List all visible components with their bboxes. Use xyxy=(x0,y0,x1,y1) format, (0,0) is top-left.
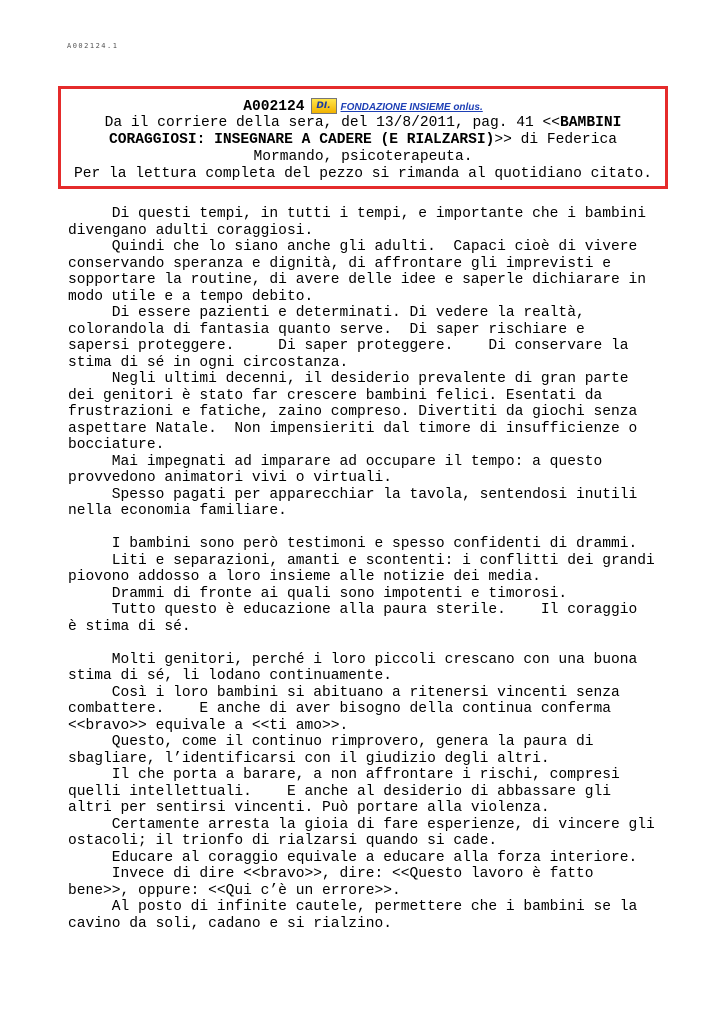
body-line: Molti genitori, perché i loro piccoli crescano con una buona xyxy=(68,651,638,668)
logo-text: DI. xyxy=(316,101,331,111)
body-line: colorandola di fantasia quanto serve. Di saper rischiare e xyxy=(68,321,585,338)
body-line: Al posto di infinite cautele, permettere che i bambini se la xyxy=(68,899,638,915)
body-line xyxy=(68,635,688,652)
body-line: Liti e separazioni, amanti e scontenti: i conflitti dei grandi xyxy=(68,552,655,569)
body-line xyxy=(68,520,688,537)
body-line: è stima di sé. xyxy=(68,618,191,635)
body-line: aspettare Natale. Non impensieriti dal timore di insufficienze o xyxy=(68,420,638,437)
body-line: quelli intellettuali. E anche al desiderio di abbassare gli xyxy=(68,783,611,800)
body-line: stima di sé, li lodano continuamente. xyxy=(68,668,393,684)
body-line: frustrazioni e fatiche, zaino compreso. Divertiti da giochi senza xyxy=(68,404,638,420)
article-title-part2: CORAGGIOSI: INSEGNARE A CADERE (E RIALZARSI) xyxy=(109,132,495,148)
document-id: A002124 xyxy=(243,99,305,115)
body-line: provvedono animatori vivi o virtuali. xyxy=(68,470,393,486)
article-header-box xyxy=(58,86,668,189)
body-line: divengano adulti coraggiosi. xyxy=(68,222,314,239)
body-line: stima di sé in ogni circostanza. xyxy=(68,354,349,371)
foundation-logo-icon xyxy=(311,98,337,114)
body-line: ostacoli; il trionfo di rialzarsi quando si cade. xyxy=(68,833,498,849)
body-line: Così i loro bambini si abituano a ritenersi vincenti senza xyxy=(68,684,620,701)
body-line: altri per sentirsi vincenti. Può portare alla violenza. xyxy=(68,800,550,816)
body-line: Drammi di fronte ai quali sono impotenti e timorosi. xyxy=(68,585,568,602)
body-line: piovono addosso a loro insieme alle notizie dei media. xyxy=(68,569,541,585)
body-line: combattere. E anche di aver bisogno della continua conferma xyxy=(68,701,611,717)
body-line: Mai impegnati ad imparare ad occupare il tempo: a questo xyxy=(68,453,603,470)
document-code: A002124.1 xyxy=(67,42,119,50)
header-title-line xyxy=(61,98,665,116)
body-line: Questo, come il continuo rimprovero, genera la paura di xyxy=(68,734,594,750)
header-source-line xyxy=(61,115,665,132)
body-line: modo utile e a tempo debito. xyxy=(68,288,314,305)
header-author-line: Mormando, psicoterapeuta. xyxy=(253,149,473,165)
body-line: sapersi proteggere. Di saper proteggere. Di conservare la xyxy=(68,338,629,354)
header-note-line: Per la lettura completa del pezzo si rimanda al quotidiano citato. xyxy=(73,166,652,182)
body-line: Il che porta a barare, a non affrontare i rischi, compresi xyxy=(68,767,620,783)
body-line: Di questi tempi, in tutti i tempi, e importante che i bambini xyxy=(68,206,647,222)
body-line: Spesso pagati per apparecchiar la tavola, sentendosi inutili xyxy=(68,486,638,503)
article-body xyxy=(68,206,688,932)
body-line: cavino da soli, cadano e si rialzino. xyxy=(68,915,393,932)
body-line: <<bravo>> equivale a <<ti amo>>. xyxy=(68,717,349,734)
body-line: Certamente arresta la gioia di fare esperienze, di vincere gli xyxy=(68,816,655,833)
body-line: bocciature. xyxy=(68,437,165,453)
body-line: nella economia familiare. xyxy=(68,503,287,519)
body-line: sbagliare, l’identificarsi con il giudizio degli altri. xyxy=(68,750,550,767)
body-line: Quindi che lo siano anche gli adulti. Capaci cioè di vivere xyxy=(68,239,638,255)
author-prefix: >> di Federica xyxy=(494,132,617,148)
body-line: conservando speranza e dignità, di affrontare gli imprevisti e xyxy=(68,255,611,272)
body-line: Tutto questo è educazione alla paura sterile. Il coraggio xyxy=(68,602,638,618)
body-line: Negli ultimi decenni, il desiderio prevalente di gran parte xyxy=(68,371,629,387)
body-line: Di essere pazienti e determinati. Di vedere la realtà, xyxy=(68,305,585,321)
body-line: sopportare la routine, di avere delle idee e saperle dichiarare in xyxy=(68,272,647,288)
foundation-link[interactable]: FONDAZIONE INSIEME onlus. xyxy=(340,102,483,113)
article-title-part1: BAMBINI xyxy=(560,115,622,131)
body-line: bene>>, oppure: <<Qui c’è un errore>>. xyxy=(68,882,401,899)
body-line: I bambini sono però testimoni e spesso confidenti di drammi. xyxy=(68,536,638,552)
body-line: dei genitori è stato far crescere bambini felici. Esentati da xyxy=(68,387,603,404)
source-text: Da il corriere della sera, del 13/8/2011, pag. 41 << xyxy=(104,115,561,131)
header-title-line-2 xyxy=(61,132,665,149)
body-line: Educare al coraggio equivale a educare alla forza interiore. xyxy=(68,849,638,866)
body-line: Invece di dire <<bravo>>, dire: <<Questo lavoro è fatto xyxy=(68,866,594,882)
